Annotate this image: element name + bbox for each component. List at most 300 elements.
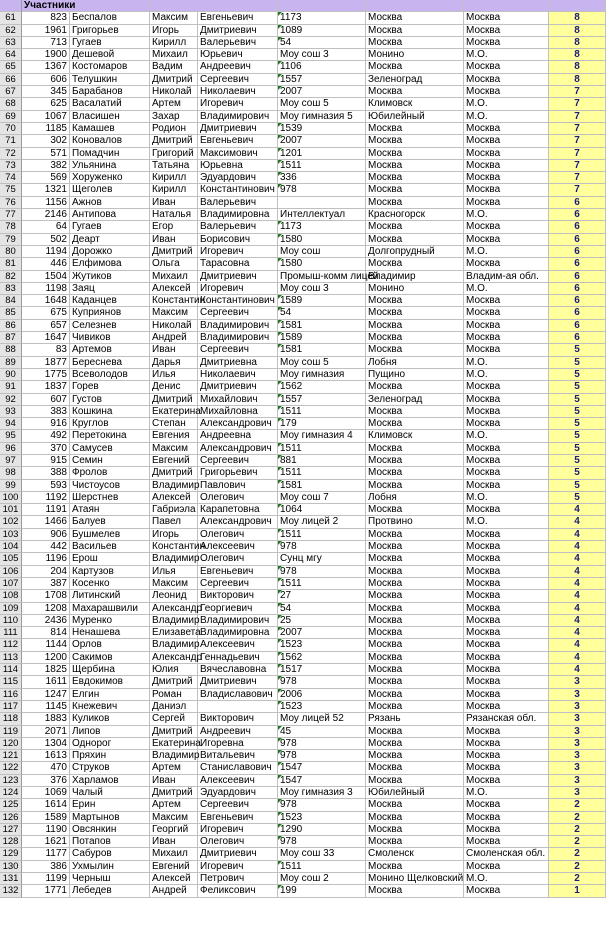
participant-id-cell[interactable]: 607	[22, 394, 70, 406]
surname-cell[interactable]: Шерстнев	[70, 492, 150, 504]
row-number[interactable]: 116	[0, 689, 22, 701]
row-number[interactable]: 86	[0, 320, 22, 332]
row-number[interactable]: 125	[0, 799, 22, 811]
city-cell[interactable]: Москва	[366, 885, 464, 897]
participant-id-cell[interactable]: 1900	[22, 49, 70, 61]
surname-cell[interactable]: Васалатий	[70, 98, 150, 110]
participant-id-cell[interactable]: 1708	[22, 590, 70, 602]
school-cell[interactable]: 45	[278, 726, 366, 738]
score-cell[interactable]: 5	[549, 430, 606, 442]
surname-cell[interactable]: Лебедев	[70, 885, 150, 897]
first-name-cell[interactable]: Владимир	[152, 553, 200, 565]
school-cell[interactable]: 978	[278, 750, 366, 762]
school-cell[interactable]: 1580	[278, 258, 366, 270]
first-name-cell[interactable]: Иван	[150, 775, 198, 787]
region-cell[interactable]: Москва	[464, 689, 549, 701]
region-cell[interactable]: Москва	[464, 135, 549, 147]
header-cell[interactable]	[464, 0, 549, 12]
city-cell[interactable]: Москва	[366, 123, 464, 135]
school-cell[interactable]: 2007	[278, 86, 366, 98]
first-name-cell[interactable]: Георгий	[150, 824, 198, 836]
score-cell[interactable]: 5	[549, 381, 606, 393]
participant-id-cell[interactable]: 1194	[22, 246, 70, 258]
patronymic-cell[interactable]: Максимович	[198, 148, 278, 160]
region-cell[interactable]: М.О.	[464, 357, 549, 369]
patronymic-cell[interactable]: Валерьевич	[198, 221, 278, 233]
patronymic-cell[interactable]: Дмитриевна	[198, 357, 278, 369]
score-cell[interactable]: 6	[549, 271, 606, 283]
school-cell[interactable]: 25	[278, 615, 366, 627]
participant-id-cell[interactable]: 388	[22, 467, 70, 479]
patronymic-cell[interactable]: Дмитриевич	[198, 123, 278, 135]
first-name-cell[interactable]: Елизавета	[152, 627, 201, 639]
region-cell[interactable]: Москва	[464, 836, 549, 848]
participant-id-cell[interactable]: 1883	[22, 713, 70, 725]
score-cell[interactable]: 6	[549, 320, 606, 332]
first-name-cell[interactable]: Иван	[150, 197, 198, 209]
row-number[interactable]: 106	[0, 566, 22, 578]
school-cell[interactable]: 1562	[278, 652, 366, 664]
participant-id-cell[interactable]: 1504	[22, 271, 70, 283]
row-number[interactable]: 84	[0, 295, 22, 307]
row-number[interactable]: 121	[0, 750, 22, 762]
patronymic-cell[interactable]: Эдуардович	[198, 172, 278, 184]
score-cell[interactable]: 2	[549, 861, 606, 873]
participant-id-cell[interactable]: 1825	[22, 664, 70, 676]
region-cell[interactable]: Владим-ая обл.	[464, 271, 549, 283]
first-name-cell[interactable]: Денис	[150, 381, 198, 393]
school-cell[interactable]: Моу сош 7	[278, 492, 366, 504]
score-cell[interactable]: 6	[549, 234, 606, 246]
surname-cell[interactable]: Муренко	[70, 615, 150, 627]
participant-id-cell[interactable]: 382	[22, 160, 70, 172]
city-cell[interactable]: Зеленоград	[366, 74, 464, 86]
school-cell[interactable]: 1201	[278, 148, 366, 160]
surname-cell[interactable]: Гугаев	[70, 37, 150, 49]
surname-cell[interactable]: Гугаев	[70, 221, 150, 233]
school-cell[interactable]: Моу сош 2	[278, 873, 366, 885]
first-name-cell[interactable]: Иван	[150, 344, 198, 356]
city-cell[interactable]: Москва	[366, 234, 464, 246]
surname-cell[interactable]: Ненашева	[70, 627, 150, 639]
school-cell[interactable]: 1523	[278, 812, 366, 824]
row-number[interactable]: 114	[0, 664, 22, 676]
patronymic-cell[interactable]: Сергеевич	[198, 578, 278, 590]
participant-id-cell[interactable]: 606	[22, 74, 70, 86]
first-name-cell[interactable]: Захар	[150, 111, 198, 123]
surname-cell[interactable]: Махарашвили	[70, 603, 150, 615]
school-cell[interactable]: 1511	[278, 861, 366, 873]
school-cell[interactable]: Моу сош 5	[278, 357, 366, 369]
row-number[interactable]: 107	[0, 578, 22, 590]
patronymic-cell[interactable]: Александрович	[198, 516, 278, 528]
surname-cell[interactable]: Куликов	[70, 713, 150, 725]
participant-id-cell[interactable]: 569	[22, 172, 70, 184]
city-cell[interactable]: Рязань	[366, 713, 464, 725]
surname-cell[interactable]: Орлов	[70, 639, 150, 651]
surname-cell[interactable]: Телушкин	[70, 74, 150, 86]
score-cell[interactable]: 8	[549, 25, 606, 37]
patronymic-cell[interactable]: Сергеевич	[198, 455, 278, 467]
region-cell[interactable]: Москва	[464, 234, 549, 246]
row-number[interactable]: 90	[0, 369, 22, 381]
city-cell[interactable]: Монино	[366, 283, 464, 295]
score-cell[interactable]: 8	[549, 37, 606, 49]
row-number[interactable]: 94	[0, 418, 22, 430]
patronymic-cell[interactable]: Алексеевич	[198, 639, 278, 651]
first-name-cell[interactable]: Егор	[150, 221, 198, 233]
city-cell[interactable]: Москва	[366, 344, 464, 356]
row-number[interactable]: 81	[0, 258, 22, 270]
participant-id-cell[interactable]: 502	[22, 234, 70, 246]
score-cell[interactable]: 8	[549, 12, 606, 24]
row-number[interactable]: 67	[0, 86, 22, 98]
city-cell[interactable]: Москва	[366, 443, 464, 455]
city-cell[interactable]: Москва	[366, 639, 464, 651]
row-number[interactable]: 129	[0, 848, 22, 860]
first-name-cell[interactable]: Юлия	[150, 664, 198, 676]
patronymic-cell[interactable]: Андреевич	[198, 61, 278, 73]
surname-cell[interactable]: Струков	[70, 762, 150, 774]
patronymic-cell[interactable]: Игоревич	[198, 861, 278, 873]
school-cell[interactable]: 2006	[278, 689, 366, 701]
patronymic-cell[interactable]: Валерьевич	[198, 197, 278, 209]
first-name-cell[interactable]: Степан	[150, 418, 198, 430]
school-cell[interactable]: 1539	[278, 123, 366, 135]
region-cell[interactable]: Москва	[464, 603, 549, 615]
first-name-cell[interactable]: Сергей	[150, 713, 198, 725]
region-cell[interactable]: М.О.	[464, 873, 549, 885]
row-number[interactable]: 130	[0, 861, 22, 873]
region-cell[interactable]: Москва	[464, 160, 549, 172]
patronymic-cell[interactable]: Сергеевич	[198, 307, 278, 319]
score-cell[interactable]: 3	[549, 762, 606, 774]
patronymic-cell[interactable]: Алексеевич	[198, 775, 278, 787]
first-name-cell[interactable]: Илья	[150, 566, 198, 578]
first-name-cell[interactable]: Ольга	[150, 258, 198, 270]
region-cell[interactable]: Москва	[464, 762, 549, 774]
participant-id-cell[interactable]: 1304	[22, 738, 70, 750]
score-cell[interactable]: 7	[549, 111, 606, 123]
city-cell[interactable]: Москва	[366, 307, 464, 319]
school-cell[interactable]: 54	[278, 37, 366, 49]
surname-cell[interactable]: Семин	[70, 455, 150, 467]
school-cell[interactable]: 1173	[278, 12, 366, 24]
row-number[interactable]: 118	[0, 713, 22, 725]
score-cell[interactable]: 3	[549, 689, 606, 701]
first-name-cell[interactable]: Евгений	[150, 455, 198, 467]
city-cell[interactable]: Москва	[366, 467, 464, 479]
patronymic-cell[interactable]: Евгеньевич	[198, 135, 278, 147]
patronymic-cell[interactable]: Юрьевич	[198, 49, 278, 61]
first-name-cell[interactable]: Кирилл	[150, 184, 198, 196]
patronymic-cell[interactable]: Викторович	[198, 713, 278, 725]
region-cell[interactable]: Смоленская обл.	[464, 848, 549, 860]
school-cell[interactable]: 1547	[278, 775, 366, 787]
row-number[interactable]: 63	[0, 37, 22, 49]
first-name-cell[interactable]: Екатерина	[152, 737, 201, 749]
surname-cell[interactable]: Заяц	[70, 283, 150, 295]
participant-id-cell[interactable]: 1190	[22, 824, 70, 836]
region-cell[interactable]: Москва	[464, 775, 549, 787]
surname-cell[interactable]: Горев	[70, 381, 150, 393]
surname-cell[interactable]: Сабуров	[70, 848, 150, 860]
patronymic-cell[interactable]: Владиславович	[198, 689, 278, 701]
participant-id-cell[interactable]: 1466	[22, 516, 70, 528]
patronymic-cell[interactable]: Олегович	[198, 836, 278, 848]
region-cell[interactable]: Москва	[464, 578, 549, 590]
surname-cell[interactable]: Щеголев	[70, 184, 150, 196]
city-cell[interactable]: Смоленск	[366, 848, 464, 860]
participant-id-cell[interactable]: 1321	[22, 184, 70, 196]
row-number[interactable]: 100	[0, 492, 22, 504]
city-cell[interactable]: Москва	[366, 578, 464, 590]
school-cell[interactable]: 978	[278, 566, 366, 578]
participant-id-cell[interactable]: 345	[22, 86, 70, 98]
score-cell[interactable]: 6	[549, 197, 606, 209]
participant-id-cell[interactable]: 1144	[22, 639, 70, 651]
city-cell[interactable]: Климовск	[366, 98, 464, 110]
surname-cell[interactable]: Береснева	[70, 357, 150, 369]
patronymic-cell[interactable]: Николаевич	[198, 86, 278, 98]
city-cell[interactable]: Климовск	[366, 430, 464, 442]
region-cell[interactable]: Москва	[464, 639, 549, 651]
patronymic-cell[interactable]: Сергеевич	[198, 344, 278, 356]
surname-cell[interactable]: Черныш	[70, 873, 150, 885]
region-cell[interactable]: Москва	[464, 61, 549, 73]
region-cell[interactable]: Москва	[464, 332, 549, 344]
region-cell[interactable]: Москва	[464, 221, 549, 233]
participant-id-cell[interactable]: 1200	[22, 652, 70, 664]
city-cell[interactable]: Москва	[366, 332, 464, 344]
score-cell[interactable]: 7	[549, 184, 606, 196]
first-name-cell[interactable]: Татьяна	[150, 160, 198, 172]
city-cell[interactable]: Москва	[366, 381, 464, 393]
patronymic-cell[interactable]: Михайлович	[198, 394, 278, 406]
school-cell[interactable]: 27	[278, 590, 366, 602]
school-cell[interactable]: 1581	[278, 480, 366, 492]
row-number[interactable]: 78	[0, 221, 22, 233]
school-cell[interactable]: 978	[278, 799, 366, 811]
score-cell[interactable]: 4	[549, 553, 606, 565]
patronymic-cell[interactable]: Алексеевич	[198, 541, 278, 553]
row-number[interactable]: 120	[0, 738, 22, 750]
score-cell[interactable]: 6	[549, 307, 606, 319]
row-number[interactable]: 119	[0, 726, 22, 738]
school-cell[interactable]: 1557	[278, 74, 366, 86]
region-cell[interactable]: Москва	[464, 726, 549, 738]
city-cell[interactable]: Москва	[366, 812, 464, 824]
first-name-cell[interactable]: Екатерина	[152, 405, 201, 417]
first-name-cell[interactable]: Дмитрий	[150, 135, 198, 147]
patronymic-cell[interactable]: Валерьевич	[198, 37, 278, 49]
participant-id-cell[interactable]: 446	[22, 258, 70, 270]
score-cell[interactable]: 5	[549, 492, 606, 504]
surname-cell[interactable]: Дешевой	[70, 49, 150, 61]
participant-id-cell[interactable]: 1191	[22, 504, 70, 516]
city-cell[interactable]: Долгопрудный	[366, 246, 464, 258]
score-cell[interactable]: 4	[549, 652, 606, 664]
score-cell[interactable]: 4	[549, 566, 606, 578]
city-cell[interactable]: Москва	[366, 799, 464, 811]
school-cell[interactable]: 1523	[278, 701, 366, 713]
first-name-cell[interactable]: Дмитрий	[150, 467, 198, 479]
patronymic-cell[interactable]: Игоревна	[198, 738, 278, 750]
city-cell[interactable]: Москва	[366, 627, 464, 639]
first-name-cell[interactable]: Дмитрий	[150, 787, 198, 799]
school-cell[interactable]: 1557	[278, 394, 366, 406]
region-cell[interactable]: Москва	[464, 541, 549, 553]
surname-cell[interactable]: Власишен	[70, 111, 150, 123]
score-cell[interactable]: 8	[549, 74, 606, 86]
patronymic-cell[interactable]: Вячеславовна	[198, 664, 278, 676]
region-cell[interactable]: Москва	[464, 812, 549, 824]
school-cell[interactable]: Моу сош 3	[278, 283, 366, 295]
surname-cell[interactable]: Ерин	[70, 799, 150, 811]
score-cell[interactable]: 2	[549, 848, 606, 860]
city-cell[interactable]: Москва	[366, 184, 464, 196]
surname-cell[interactable]: Деарт	[70, 234, 150, 246]
participant-id-cell[interactable]: 1067	[22, 111, 70, 123]
score-cell[interactable]: 6	[549, 283, 606, 295]
school-cell[interactable]: Моу сош 5	[278, 98, 366, 110]
city-cell[interactable]: Москва	[366, 541, 464, 553]
participant-id-cell[interactable]: 906	[22, 529, 70, 541]
region-cell[interactable]: Москва	[464, 148, 549, 160]
first-name-cell[interactable]: Леонид	[150, 590, 198, 602]
first-name-cell[interactable]: Наталья	[150, 209, 198, 221]
row-number[interactable]: 92	[0, 394, 22, 406]
patronymic-cell[interactable]: Борисович	[198, 234, 278, 246]
city-cell[interactable]: Москва	[366, 689, 464, 701]
score-cell[interactable]: 3	[549, 775, 606, 787]
patronymic-cell[interactable]: Александрович	[198, 418, 278, 430]
participant-id-cell[interactable]: 1614	[22, 799, 70, 811]
row-number[interactable]: 108	[0, 590, 22, 602]
school-cell[interactable]: 1580	[278, 234, 366, 246]
region-cell[interactable]: Москва	[464, 455, 549, 467]
first-name-cell[interactable]: Родион	[150, 123, 198, 135]
row-number[interactable]: 97	[0, 455, 22, 467]
score-cell[interactable]: 6	[549, 332, 606, 344]
city-cell[interactable]: Москва	[366, 455, 464, 467]
first-name-cell[interactable]: Максим	[150, 307, 198, 319]
city-cell[interactable]: Монино	[366, 49, 464, 61]
patronymic-cell[interactable]: Михайловна	[198, 406, 278, 418]
first-name-cell[interactable]: Александр	[152, 602, 203, 614]
first-name-cell[interactable]: Дмитрий	[150, 74, 198, 86]
city-cell[interactable]: Москва	[366, 12, 464, 24]
first-name-cell[interactable]: Роман	[150, 689, 198, 701]
header-cell[interactable]	[150, 0, 278, 12]
surname-cell[interactable]: Куприянов	[70, 307, 150, 319]
first-name-cell[interactable]: Владимир	[152, 614, 200, 626]
score-cell[interactable]: 3	[549, 701, 606, 713]
surname-cell[interactable]: Ухмылин	[70, 861, 150, 873]
participant-id-cell[interactable]: 204	[22, 566, 70, 578]
patronymic-cell[interactable]: Геннадьевич	[198, 652, 278, 664]
score-cell[interactable]: 4	[549, 590, 606, 602]
participant-id-cell[interactable]: 302	[22, 135, 70, 147]
region-cell[interactable]: М.О.	[464, 369, 549, 381]
participant-id-cell[interactable]: 1367	[22, 61, 70, 73]
participant-id-cell[interactable]: 916	[22, 418, 70, 430]
region-cell[interactable]: Москва	[464, 590, 549, 602]
region-cell[interactable]: М.О.	[464, 49, 549, 61]
city-cell[interactable]: Москва	[366, 295, 464, 307]
patronymic-cell[interactable]: Дмитриевич	[198, 848, 278, 860]
region-cell[interactable]: Москва	[464, 566, 549, 578]
city-cell[interactable]: Москва	[366, 566, 464, 578]
participant-id-cell[interactable]: 1589	[22, 812, 70, 824]
surname-cell[interactable]: Кошкина	[70, 406, 150, 418]
first-name-cell[interactable]: Михаил	[150, 848, 198, 860]
surname-cell[interactable]: Балуев	[70, 516, 150, 528]
score-cell[interactable]: 6	[549, 295, 606, 307]
surname-cell[interactable]: Помадчин	[70, 148, 150, 160]
row-number[interactable]: 64	[0, 49, 22, 61]
row-number[interactable]: 111	[0, 627, 22, 639]
surname-cell[interactable]: Ульянина	[70, 160, 150, 172]
region-cell[interactable]: М.О.	[464, 430, 549, 442]
first-name-cell[interactable]: Григорий	[150, 148, 198, 160]
surname-cell[interactable]: Селезнев	[70, 320, 150, 332]
score-cell[interactable]: 5	[549, 443, 606, 455]
patronymic-cell[interactable]: Андреевна	[198, 430, 278, 442]
first-name-cell[interactable]: Даниэл	[150, 701, 198, 713]
score-cell[interactable]: 5	[549, 406, 606, 418]
surname-cell[interactable]: Евдокимов	[70, 676, 150, 688]
participant-id-cell[interactable]: 2436	[22, 615, 70, 627]
score-cell[interactable]: 7	[549, 172, 606, 184]
row-number[interactable]: 93	[0, 406, 22, 418]
school-cell[interactable]: 1089	[278, 25, 366, 37]
row-number[interactable]: 112	[0, 639, 22, 651]
participant-id-cell[interactable]: 823	[22, 12, 70, 24]
patronymic-cell[interactable]: Витальевич	[198, 750, 278, 762]
surname-cell[interactable]: Круглов	[70, 418, 150, 430]
region-cell[interactable]: Москва	[464, 664, 549, 676]
city-cell[interactable]: Москва	[366, 836, 464, 848]
first-name-cell[interactable]: Максим	[150, 443, 198, 455]
school-cell[interactable]: Интеллектуал	[278, 209, 366, 221]
score-cell[interactable]: 5	[549, 480, 606, 492]
city-cell[interactable]: Москва	[366, 701, 464, 713]
region-cell[interactable]: М.О.	[464, 209, 549, 221]
region-cell[interactable]: Москва	[464, 676, 549, 688]
city-cell[interactable]: Лобня	[366, 492, 464, 504]
surname-cell[interactable]: Камашев	[70, 123, 150, 135]
region-cell[interactable]: Москва	[464, 172, 549, 184]
row-number[interactable]: 123	[0, 775, 22, 787]
school-cell[interactable]: 1517	[278, 664, 366, 676]
first-name-cell[interactable]: Вадим	[150, 61, 198, 73]
surname-cell[interactable]: Щербина	[70, 664, 150, 676]
first-name-cell[interactable]: Максим	[150, 578, 198, 590]
school-cell[interactable]: 978	[278, 676, 366, 688]
first-name-cell[interactable]: Евгения	[150, 430, 198, 442]
patronymic-cell[interactable]: Олегович	[198, 553, 278, 565]
participant-id-cell[interactable]: 1647	[22, 332, 70, 344]
region-cell[interactable]: Москва	[464, 738, 549, 750]
score-cell[interactable]: 4	[549, 639, 606, 651]
first-name-cell[interactable]: Кирилл	[150, 172, 198, 184]
participant-id-cell[interactable]: 370	[22, 443, 70, 455]
participant-id-cell[interactable]: 814	[22, 627, 70, 639]
surname-cell[interactable]: Атаян	[70, 504, 150, 516]
surname-cell[interactable]: Артемов	[70, 344, 150, 356]
patronymic-cell[interactable]: Игоревич	[198, 283, 278, 295]
